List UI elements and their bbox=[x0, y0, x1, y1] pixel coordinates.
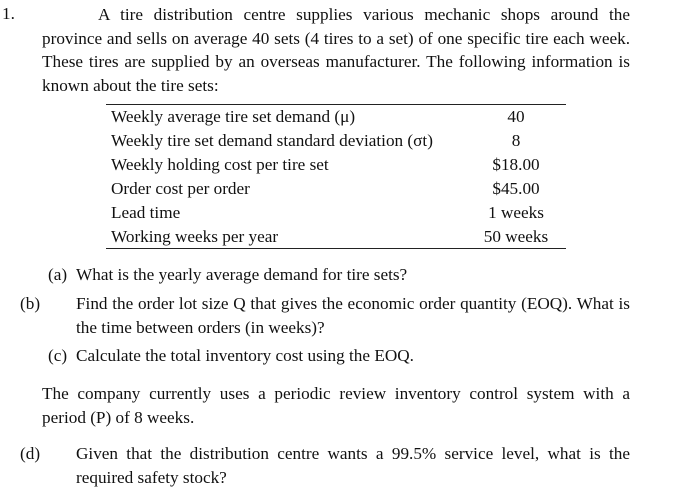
table-row-value: 1 weeks bbox=[488, 202, 544, 222]
table-row bbox=[106, 201, 566, 225]
table-row-value: $18.00 bbox=[492, 154, 540, 174]
table-row-label: Order cost per order bbox=[111, 178, 250, 198]
problem-number: 1. bbox=[2, 4, 15, 23]
table-row-label: Weekly average tire set demand (μ) bbox=[111, 107, 356, 126]
question-label: (d) bbox=[20, 444, 41, 463]
table-row bbox=[106, 129, 566, 153]
question-b bbox=[20, 292, 630, 339]
table-row-label: Weekly tire set demand standard deviation (σt) bbox=[111, 130, 433, 150]
question-text: Calculate the total inventory cost using the EOQ. bbox=[76, 346, 414, 365]
question-label: (b) bbox=[20, 294, 41, 313]
question-c bbox=[48, 344, 630, 368]
question-text: Given that the distribution centre wants a 99.5% service level, what is the required safety stock? bbox=[76, 444, 630, 487]
context-paragraph: The company currently uses a periodic review inventory control system with a period (P) of 8 weeks. bbox=[42, 384, 630, 427]
question-label: (a) bbox=[48, 265, 68, 284]
table-row-label: Lead time bbox=[111, 202, 181, 222]
table-row-value: 8 bbox=[511, 130, 521, 150]
question-a bbox=[48, 263, 630, 287]
question-text: What is the yearly average demand for tire sets? bbox=[76, 265, 408, 284]
table-row bbox=[106, 225, 566, 249]
table-row bbox=[106, 153, 566, 177]
table-row-label: Working weeks per year bbox=[111, 226, 279, 246]
table-row bbox=[106, 177, 566, 201]
table-row-value: $45.00 bbox=[492, 178, 540, 198]
table-row bbox=[106, 105, 566, 129]
question-d bbox=[20, 442, 630, 489]
table-row-value: 50 weeks bbox=[483, 226, 549, 246]
question-label: (c) bbox=[48, 346, 68, 365]
problem-intro: A tire distribution centre supplies various mechanic shops around the province and sells on average 40 sets (4 tires to a set) of one specific tire each week. These tires are supplied by an overseas manufacturer. The following information is known about the tire sets: bbox=[42, 5, 630, 95]
question-text: Find the order lot size Q that gives the economic order quantity (EOQ). What is the time between orders (in weeks)? bbox=[76, 294, 630, 337]
table-row-value: 40 bbox=[507, 107, 525, 126]
parameters-table bbox=[106, 104, 566, 249]
table-row-label: Weekly holding cost per tire set bbox=[111, 154, 329, 174]
